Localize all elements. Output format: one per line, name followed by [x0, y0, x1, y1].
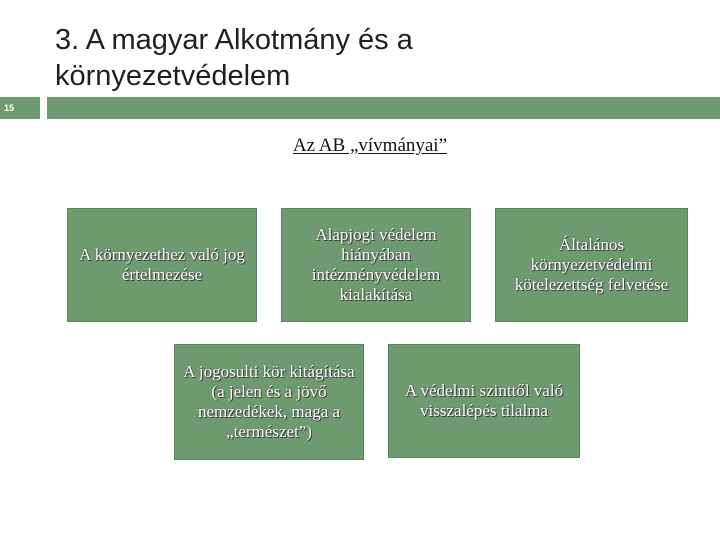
slide-title-line-1: 3. A magyar Alkotmány és a	[55, 24, 413, 56]
box-environment-right-interpretation: A környezethez való jog értelmezése	[67, 208, 257, 322]
slide-subtitle	[200, 135, 540, 157]
box-institutional-protection: Alapjogi védelem hiányában intézményvédelem kialakítása	[281, 208, 471, 322]
box-non-regression-principle: A védelmi szinttől való visszalépés tilalma	[388, 344, 580, 458]
page-number: 15	[4, 103, 15, 113]
slide-subtitle-text: Az AB „vívmányai”	[292, 135, 448, 156]
slide-title-line-2: környezetvédelem	[55, 60, 291, 92]
box-extension-of-beneficiaries: A jogosulti kör kitágítása (a jelen és a jövő nemzedékek, maga a „természet”)	[174, 344, 364, 460]
header-bar-right	[47, 97, 720, 119]
slide-title	[55, 22, 695, 94]
box-general-obligation: Általános környezetvédelmi kötelezettség felvetése	[495, 208, 688, 322]
